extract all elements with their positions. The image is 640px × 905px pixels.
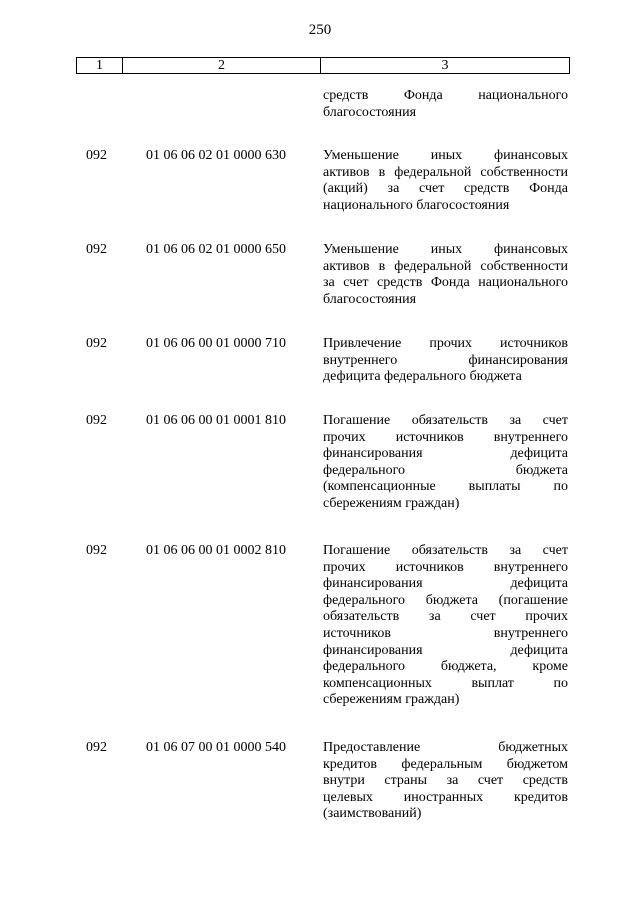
row-description — [323, 242, 568, 308]
admin-code: 092 — [86, 336, 107, 351]
header-col-3: 3 — [441, 58, 449, 73]
description-line: средств Фонда национального — [323, 88, 568, 103]
admin-code: 092 — [86, 740, 107, 755]
description-line: национального благосостояния — [323, 197, 510, 213]
description-line: внутреннего финансирования — [323, 352, 568, 368]
budget-code: 01 06 06 00 01 0000 710 — [146, 336, 286, 351]
description-line: Уменьшение иных финансовых — [323, 242, 568, 257]
description-line: Уменьшение иных финансовых — [323, 148, 568, 163]
description-line: источников внутреннего — [323, 625, 568, 641]
admin-code: 092 — [86, 543, 107, 558]
description-line: прочих источников внутреннего — [323, 559, 568, 575]
budget-code: 01 06 06 00 01 0002 810 — [146, 543, 286, 558]
description-line: активов в федеральной собственности — [323, 258, 568, 274]
description-line: Предоставление бюджетных — [323, 740, 568, 755]
row-description — [323, 148, 568, 214]
description-line: (акций) за счет средств Фонда — [323, 181, 568, 197]
page-number: 250 — [308, 22, 332, 38]
description-line: дефицита федерального бюджета — [323, 369, 522, 385]
description-line: за счет средств Фонда национального — [323, 275, 568, 291]
description-line: кредитов федеральным бюджетом — [323, 756, 568, 772]
continuation-description — [323, 88, 568, 121]
description-line: федерального бюджета (погашение — [323, 592, 568, 608]
header-col-2: 2 — [123, 58, 321, 73]
description-line: финансирования дефицита — [323, 446, 568, 462]
budget-code: 01 06 06 00 01 0001 810 — [146, 413, 286, 428]
description-line: компенсационных выплат по — [323, 675, 568, 691]
description-line: Погашение обязательств за счет — [323, 543, 568, 558]
admin-code: 092 — [86, 242, 107, 257]
description-line: внутри страны за счет средств — [323, 773, 568, 789]
admin-code: 092 — [86, 413, 107, 428]
description-line: финансирования дефицита — [323, 576, 568, 592]
description-line: активов в федеральной собственности — [323, 164, 568, 180]
admin-code: 092 — [86, 148, 107, 163]
header-col-1: 1 — [77, 58, 123, 73]
description-line: сбережениям граждан) — [323, 495, 460, 511]
row-description — [323, 740, 568, 823]
description-line: благосостояния — [323, 104, 417, 120]
description-line: сбережениям граждан) — [323, 692, 460, 708]
description-line: целевых иностранных кредитов — [323, 789, 568, 805]
description-line: прочих источников внутреннего — [323, 429, 568, 445]
description-line: благосостояния — [323, 291, 417, 307]
budget-code: 01 06 07 00 01 0000 540 — [146, 740, 286, 755]
description-line: Привлечение прочих источников — [323, 336, 568, 351]
row-description — [323, 336, 568, 386]
table-header — [76, 57, 570, 74]
description-line: обязательств за счет прочих — [323, 609, 568, 625]
description-line: (заимствований) — [323, 806, 422, 822]
budget-code: 01 06 06 02 01 0000 630 — [146, 148, 286, 163]
row-description — [323, 543, 568, 709]
description-line: финансирования дефицита — [323, 642, 568, 658]
row-description — [323, 413, 568, 513]
description-line: федерального бюджета — [323, 462, 568, 478]
description-line: федерального бюджета, кроме — [323, 659, 568, 675]
description-line: Погашение обязательств за счет — [323, 413, 568, 428]
description-line: (компенсационные выплаты по — [323, 479, 568, 495]
budget-code: 01 06 06 02 01 0000 650 — [146, 242, 286, 257]
